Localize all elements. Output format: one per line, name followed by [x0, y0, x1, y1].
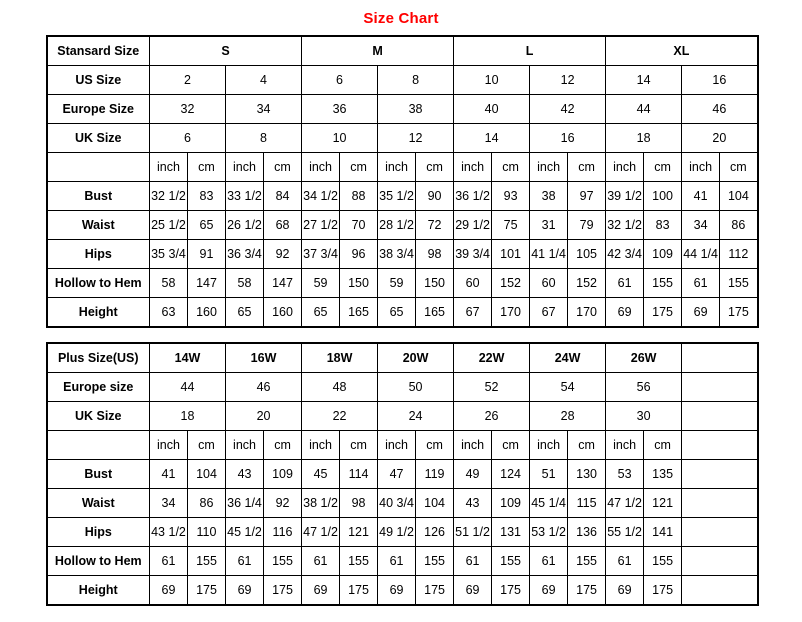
- table-cell: 46: [226, 373, 302, 402]
- table-cell: 12: [378, 124, 454, 153]
- table-cell: 121: [340, 518, 378, 547]
- table-cell: 69: [302, 576, 340, 606]
- row-label: Bust: [47, 182, 150, 211]
- table-cell: 65: [188, 211, 226, 240]
- table-cell: cm: [644, 431, 682, 460]
- table-cell: 83: [188, 182, 226, 211]
- table-cell: 61: [302, 547, 340, 576]
- table-cell: 109: [492, 489, 530, 518]
- table-cell: 175: [568, 576, 606, 606]
- table-cell: 43: [454, 489, 492, 518]
- table-cell: cm: [264, 431, 302, 460]
- size-group-cell: 18W: [302, 343, 378, 373]
- table-cell: 155: [264, 547, 302, 576]
- size-group-cell: S: [150, 36, 302, 66]
- table-cell: 59: [302, 269, 340, 298]
- row-label: Hips: [47, 240, 150, 269]
- table-cell: 130: [568, 460, 606, 489]
- row-label: Waist: [47, 211, 150, 240]
- table-cell: 104: [720, 182, 758, 211]
- table-cell: 46: [682, 95, 758, 124]
- table-cell: 48: [302, 373, 378, 402]
- table-cell: 61: [530, 547, 568, 576]
- table-cell: 105: [568, 240, 606, 269]
- blank-cell: [682, 343, 758, 373]
- table-row: [47, 298, 758, 328]
- table-cell: 32 1/2: [606, 211, 644, 240]
- size-chart-container: [46, 35, 757, 606]
- size-group-cell: L: [454, 36, 606, 66]
- table-cell: 68: [264, 211, 302, 240]
- table-cell: 10: [454, 66, 530, 95]
- table-cell: 165: [416, 298, 454, 328]
- table-cell: cm: [188, 153, 226, 182]
- plus-size-table: [46, 342, 759, 606]
- table-cell: 37 3/4: [302, 240, 340, 269]
- table-cell: 38: [378, 95, 454, 124]
- row-label: Height: [47, 298, 150, 328]
- table-cell: 38: [530, 182, 568, 211]
- table-cell: 90: [416, 182, 454, 211]
- table-cell: 45 1/2: [226, 518, 264, 547]
- table-cell: 147: [264, 269, 302, 298]
- table-cell: 44 1/4: [682, 240, 720, 269]
- table-row: [47, 518, 758, 547]
- row-label: Waist: [47, 489, 150, 518]
- size-group-cell: 20W: [378, 343, 454, 373]
- table-cell: 72: [416, 211, 454, 240]
- table-cell: 69: [226, 576, 264, 606]
- table-cell: cm: [568, 153, 606, 182]
- table-cell: 67: [530, 298, 568, 328]
- size-group-cell: 14W: [150, 343, 226, 373]
- table-cell: 98: [416, 240, 454, 269]
- row-label: [47, 431, 150, 460]
- table-cell: inch: [302, 153, 340, 182]
- table-cell: 175: [492, 576, 530, 606]
- table-cell: 155: [568, 547, 606, 576]
- table-row: [47, 576, 758, 606]
- size-group-cell: 22W: [454, 343, 530, 373]
- table-cell: 28 1/2: [378, 211, 416, 240]
- table-cell: 12: [530, 66, 606, 95]
- row-label: US Size: [47, 66, 150, 95]
- table-cell: 97: [568, 182, 606, 211]
- table-cell: 109: [264, 460, 302, 489]
- table-cell: 170: [492, 298, 530, 328]
- table-row: [47, 373, 758, 402]
- table-cell: 175: [644, 298, 682, 328]
- table-cell: inch: [454, 431, 492, 460]
- table-cell: 52: [454, 373, 530, 402]
- table-cell: inch: [530, 431, 568, 460]
- table-cell: 100: [644, 182, 682, 211]
- row-label: [47, 153, 150, 182]
- table-cell: 155: [416, 547, 454, 576]
- table-cell: 150: [416, 269, 454, 298]
- table-cell: 54: [530, 373, 606, 402]
- table-cell: 18: [150, 402, 226, 431]
- table-cell: 65: [378, 298, 416, 328]
- table-row: [47, 182, 758, 211]
- size-group-cell: XL: [606, 36, 758, 66]
- size-group-cell: M: [302, 36, 454, 66]
- table-cell: cm: [340, 431, 378, 460]
- table-cell: inch: [606, 153, 644, 182]
- table-cell: 58: [226, 269, 264, 298]
- table-cell: inch: [302, 431, 340, 460]
- table-cell: 14: [606, 66, 682, 95]
- table-cell: 160: [188, 298, 226, 328]
- row-label: Hips: [47, 518, 150, 547]
- table-cell: 31: [530, 211, 568, 240]
- table-cell: 150: [340, 269, 378, 298]
- page-title: Size Chart: [363, 10, 439, 27]
- table-cell: 45: [302, 460, 340, 489]
- table-cell: 91: [188, 240, 226, 269]
- table-cell: 98: [340, 489, 378, 518]
- table-cell: 65: [302, 298, 340, 328]
- table-cell: cm: [492, 431, 530, 460]
- table-cell: cm: [720, 153, 758, 182]
- table-header-row: [47, 36, 758, 66]
- table-cell: 8: [226, 124, 302, 153]
- table-cell: 33 1/2: [226, 182, 264, 211]
- table-cell: 2: [150, 66, 226, 95]
- table-cell: 104: [188, 460, 226, 489]
- table-cell: 20: [226, 402, 302, 431]
- table-cell: 170: [568, 298, 606, 328]
- table-cell: 6: [150, 124, 226, 153]
- table-cell: inch: [378, 431, 416, 460]
- row-label: Europe Size: [47, 95, 150, 124]
- table-cell: 88: [340, 182, 378, 211]
- table-row: [47, 124, 758, 153]
- table-cell: 147: [188, 269, 226, 298]
- table-cell: 18: [606, 124, 682, 153]
- table-cell: 92: [264, 489, 302, 518]
- table-cell: 32 1/2: [150, 182, 188, 211]
- table-cell: 86: [720, 211, 758, 240]
- blank-cell: [682, 460, 758, 489]
- table-cell: 96: [340, 240, 378, 269]
- table-cell: 69: [606, 298, 644, 328]
- table-cell: inch: [150, 431, 188, 460]
- table-cell: 70: [340, 211, 378, 240]
- table-row: [47, 269, 758, 298]
- table-header-label: Plus Size(US): [47, 343, 150, 373]
- blank-cell: [682, 431, 758, 460]
- table-cell: 44: [606, 95, 682, 124]
- table-cell: 69: [530, 576, 568, 606]
- table-cell: 155: [492, 547, 530, 576]
- table-cell: 83: [644, 211, 682, 240]
- table-cell: 22: [302, 402, 378, 431]
- table-cell: 86: [188, 489, 226, 518]
- table-cell: inch: [682, 153, 720, 182]
- table-row: [47, 240, 758, 269]
- table-cell: 55 1/2: [606, 518, 644, 547]
- table-cell: 34: [226, 95, 302, 124]
- table-cell: 135: [644, 460, 682, 489]
- table-cell: 61: [682, 269, 720, 298]
- row-label: Height: [47, 576, 150, 606]
- table-cell: 175: [644, 576, 682, 606]
- table-cell: 136: [568, 518, 606, 547]
- table-cell: 69: [682, 298, 720, 328]
- table-cell: 38 3/4: [378, 240, 416, 269]
- table-cell: 20: [682, 124, 758, 153]
- table-cell: 39 1/2: [606, 182, 644, 211]
- table-row: [47, 66, 758, 95]
- size-group-cell: 24W: [530, 343, 606, 373]
- size-group-cell: 16W: [226, 343, 302, 373]
- standard-size-table: [46, 35, 759, 328]
- table-cell: 155: [188, 547, 226, 576]
- table-cell: 60: [530, 269, 568, 298]
- table-gap: [46, 328, 757, 342]
- table-cell: 175: [188, 576, 226, 606]
- table-cell: 121: [644, 489, 682, 518]
- table-cell: 10: [302, 124, 378, 153]
- table-cell: 47 1/2: [606, 489, 644, 518]
- table-header-row: [47, 343, 758, 373]
- table-cell: 152: [492, 269, 530, 298]
- table-cell: 69: [454, 576, 492, 606]
- table-cell: 43 1/2: [150, 518, 188, 547]
- table-cell: inch: [150, 153, 188, 182]
- table-cell: 175: [264, 576, 302, 606]
- table-cell: 61: [454, 547, 492, 576]
- table-cell: inch: [226, 431, 264, 460]
- table-cell: inch: [226, 153, 264, 182]
- table-cell: 41: [682, 182, 720, 211]
- table-cell: 30: [606, 402, 682, 431]
- blank-cell: [682, 489, 758, 518]
- blank-cell: [682, 547, 758, 576]
- table-cell: 152: [568, 269, 606, 298]
- table-cell: 44: [150, 373, 226, 402]
- table-cell: 45 1/4: [530, 489, 568, 518]
- table-cell: 69: [606, 576, 644, 606]
- table-cell: 119: [416, 460, 454, 489]
- table-cell: 67: [454, 298, 492, 328]
- table-cell: 41: [150, 460, 188, 489]
- table-cell: 92: [264, 240, 302, 269]
- table-cell: 175: [340, 576, 378, 606]
- table-cell: 38 1/2: [302, 489, 340, 518]
- table-cell: inch: [454, 153, 492, 182]
- table-cell: 124: [492, 460, 530, 489]
- table-cell: cm: [188, 431, 226, 460]
- table-row: [47, 547, 758, 576]
- table-cell: 59: [378, 269, 416, 298]
- table-cell: 49: [454, 460, 492, 489]
- row-label: Hollow to Hem: [47, 547, 150, 576]
- table-header-label: Stansard Size: [47, 36, 150, 66]
- table-cell: cm: [492, 153, 530, 182]
- blank-cell: [682, 402, 758, 431]
- table-cell: 141: [644, 518, 682, 547]
- row-label: UK Size: [47, 402, 150, 431]
- row-label: Hollow to Hem: [47, 269, 150, 298]
- table-row: [47, 460, 758, 489]
- table-cell: 34 1/2: [302, 182, 340, 211]
- table-cell: 65: [226, 298, 264, 328]
- table-cell: 36 1/4: [226, 489, 264, 518]
- table-cell: 28: [530, 402, 606, 431]
- table-cell: 160: [264, 298, 302, 328]
- table-cell: 6: [302, 66, 378, 95]
- table-cell: 155: [644, 269, 682, 298]
- table-cell: cm: [644, 153, 682, 182]
- table-cell: 35 1/2: [378, 182, 416, 211]
- table-cell: 14: [454, 124, 530, 153]
- table-cell: 104: [416, 489, 454, 518]
- table-cell: cm: [568, 431, 606, 460]
- table-cell: 34: [682, 211, 720, 240]
- table-cell: 51 1/2: [454, 518, 492, 547]
- table-cell: 61: [606, 547, 644, 576]
- table-cell: inch: [606, 431, 644, 460]
- table-cell: 40 3/4: [378, 489, 416, 518]
- table-cell: 26 1/2: [226, 211, 264, 240]
- table-cell: 61: [150, 547, 188, 576]
- table-cell: 155: [340, 547, 378, 576]
- table-cell: 110: [188, 518, 226, 547]
- table-cell: 61: [606, 269, 644, 298]
- table-cell: 36: [302, 95, 378, 124]
- table-cell: 39 3/4: [454, 240, 492, 269]
- table-cell: 47 1/2: [302, 518, 340, 547]
- table-cell: 4: [226, 66, 302, 95]
- table-cell: 165: [340, 298, 378, 328]
- table-cell: 32: [150, 95, 226, 124]
- table-row: [47, 431, 758, 460]
- table-row: [47, 211, 758, 240]
- row-label: Bust: [47, 460, 150, 489]
- table-cell: 155: [644, 547, 682, 576]
- table-cell: 29 1/2: [454, 211, 492, 240]
- table-cell: 101: [492, 240, 530, 269]
- blank-cell: [682, 576, 758, 606]
- table-cell: 40: [454, 95, 530, 124]
- table-cell: 50: [378, 373, 454, 402]
- table-cell: 35 3/4: [150, 240, 188, 269]
- table-cell: cm: [264, 153, 302, 182]
- table-cell: 84: [264, 182, 302, 211]
- table-cell: cm: [340, 153, 378, 182]
- table-cell: 175: [720, 298, 758, 328]
- table-cell: 49 1/2: [378, 518, 416, 547]
- table-cell: 93: [492, 182, 530, 211]
- table-cell: 16: [682, 66, 758, 95]
- table-cell: inch: [378, 153, 416, 182]
- table-cell: 115: [568, 489, 606, 518]
- table-cell: 116: [264, 518, 302, 547]
- row-label: Europe size: [47, 373, 150, 402]
- table-cell: inch: [530, 153, 568, 182]
- table-cell: 34: [150, 489, 188, 518]
- table-cell: 60: [454, 269, 492, 298]
- table-cell: 36 3/4: [226, 240, 264, 269]
- table-cell: 8: [378, 66, 454, 95]
- table-cell: 27 1/2: [302, 211, 340, 240]
- table-cell: 42 3/4: [606, 240, 644, 269]
- table-cell: 112: [720, 240, 758, 269]
- table-cell: 175: [416, 576, 454, 606]
- table-cell: 131: [492, 518, 530, 547]
- table-cell: 69: [378, 576, 416, 606]
- size-group-cell: 26W: [606, 343, 682, 373]
- table-cell: 56: [606, 373, 682, 402]
- table-cell: 51: [530, 460, 568, 489]
- table-cell: 75: [492, 211, 530, 240]
- row-label: UK Size: [47, 124, 150, 153]
- table-cell: 155: [720, 269, 758, 298]
- table-cell: 41 1/4: [530, 240, 568, 269]
- table-cell: 25 1/2: [150, 211, 188, 240]
- table-cell: 16: [530, 124, 606, 153]
- table-cell: 61: [226, 547, 264, 576]
- table-row: [47, 402, 758, 431]
- table-cell: 53: [606, 460, 644, 489]
- table-cell: 63: [150, 298, 188, 328]
- table-cell: 43: [226, 460, 264, 489]
- table-cell: 36 1/2: [454, 182, 492, 211]
- table-cell: 42: [530, 95, 606, 124]
- table-cell: 79: [568, 211, 606, 240]
- blank-cell: [682, 373, 758, 402]
- table-cell: 114: [340, 460, 378, 489]
- table-cell: 109: [644, 240, 682, 269]
- table-cell: 26: [454, 402, 530, 431]
- table-cell: 61: [378, 547, 416, 576]
- table-cell: cm: [416, 153, 454, 182]
- table-cell: 126: [416, 518, 454, 547]
- table-cell: 53 1/2: [530, 518, 568, 547]
- blank-cell: [682, 518, 758, 547]
- table-cell: 24: [378, 402, 454, 431]
- table-row: [47, 95, 758, 124]
- table-cell: 58: [150, 269, 188, 298]
- table-cell: cm: [416, 431, 454, 460]
- table-row: [47, 153, 758, 182]
- table-row: [47, 489, 758, 518]
- table-cell: 69: [150, 576, 188, 606]
- table-cell: 47: [378, 460, 416, 489]
